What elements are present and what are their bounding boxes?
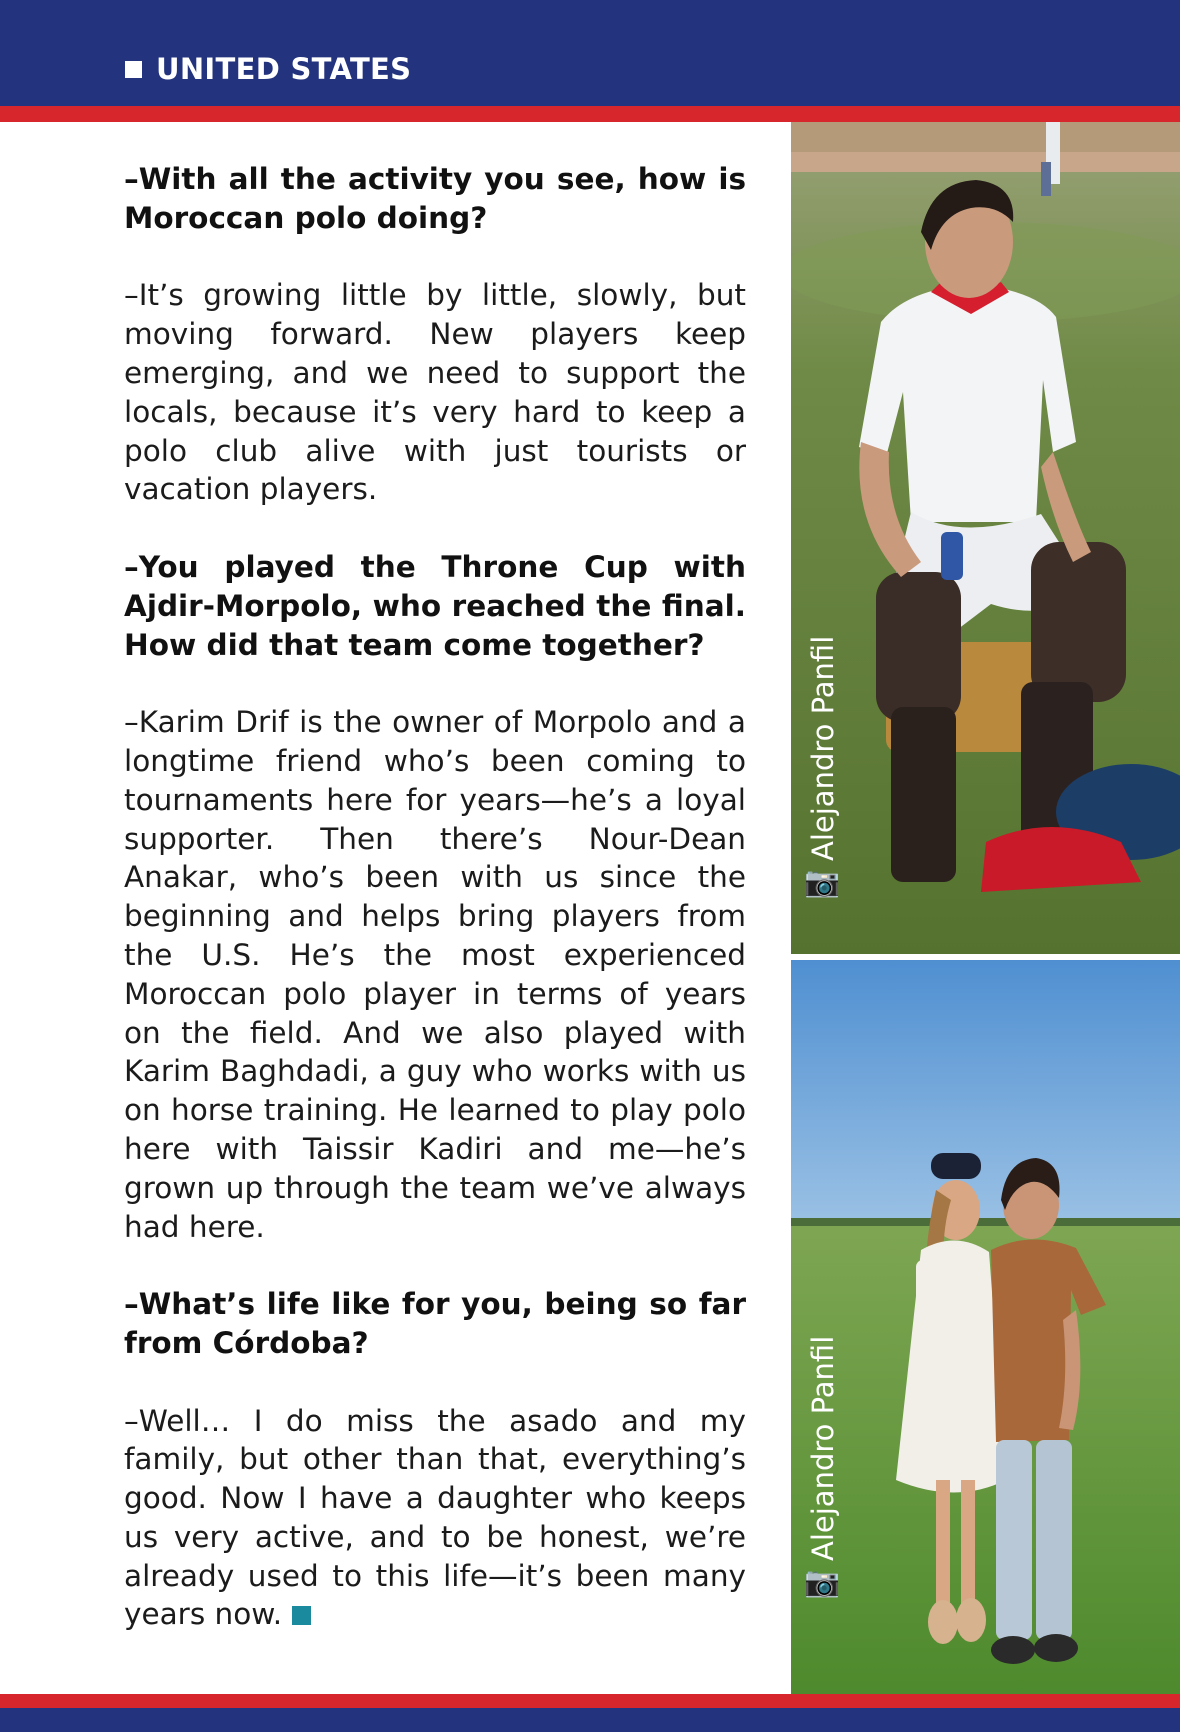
section-title: UNITED STATES [156, 52, 412, 86]
camera-icon: 📷 [806, 870, 840, 906]
photo-couple-field-image [791, 960, 1180, 1694]
section-square-icon [125, 61, 142, 78]
answer-3-text: –Well… I do miss the asado and my family, but other than that, everything’s good. Now I have a daughter who keeps us very active, and to be honest, we’re already used to this life—it’s been many years now. [124, 1403, 746, 1632]
photo-player-seated [791, 122, 1180, 954]
photo-credit-top-text: Alejandro Panfil [806, 635, 840, 861]
footer-band [0, 1708, 1180, 1732]
answer-3 [124, 1402, 746, 1635]
answer-2: –Karim Drif is the owner of Morpolo and a longtime friend who’s been coming to tournaments here for years—he’s a loyal supporter. Then there’s Nour-Dean Anakar, who’s been with us since the beginning and helps bring players from the U.S. He’s the most experienced Moroccan polo player in terms of years on the field. And we also played with Karim Baghdadi, a guy who works with us on horse training. He learned to play polo here with Taissir Kadiri and me—he’s grown up through the team we’ve always had here. [124, 705, 746, 1244]
question-3: –What’s life like for you, being so far from Córdoba? [124, 1287, 746, 1360]
photo-couple-field [791, 960, 1180, 1694]
photo-credit-bottom-text: Alejandro Panfil [806, 1335, 840, 1561]
answer-1: –It’s growing little by little, slowly, but moving forward. New players keep emerging, and we need to support the locals, because it’s very hard to keep a polo club alive with just tourists or vacation players. [124, 278, 746, 507]
photo-credit-top [797, 600, 849, 906]
footer-red-stripe [0, 1694, 1180, 1708]
question-2: –You played the Throne Cup with Ajdir-Morpolo, who reached the final. How did that team come together? [124, 549, 746, 662]
photo-credit-bottom [797, 1300, 849, 1606]
header-red-stripe [0, 106, 1180, 122]
article-body [124, 160, 746, 1634]
question-1: –With all the activity you see, how is Moroccan polo doing? [124, 162, 746, 235]
photo-player-seated-image [791, 122, 1180, 954]
camera-icon: 📷 [806, 1570, 840, 1606]
section-label [125, 52, 411, 86]
end-of-article-icon [292, 1606, 311, 1625]
